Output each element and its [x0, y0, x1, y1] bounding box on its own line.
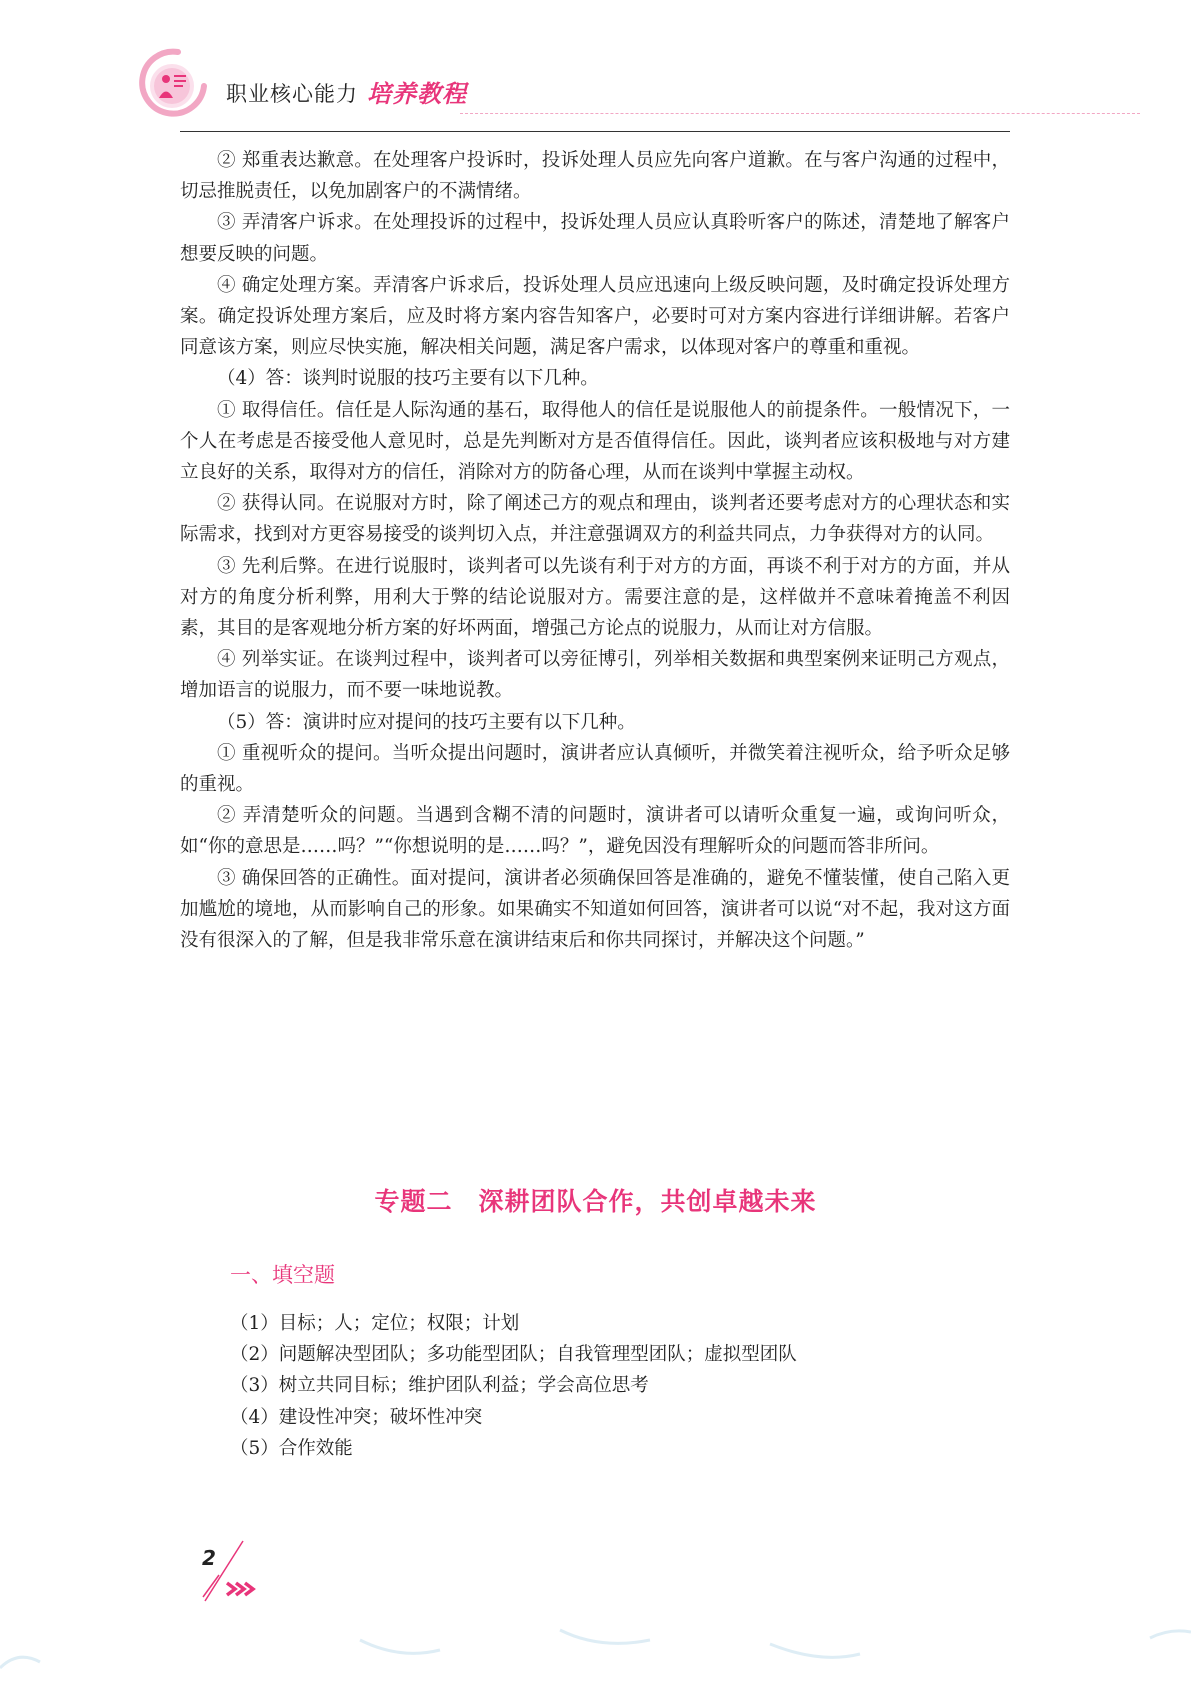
- paragraph: ① 重视听众的提问。当听众提出问题时，演讲者应认真倾听，并微笑着注视听众，给予听众足够的重视。: [180, 742, 1010, 796]
- page-number: 2: [202, 1546, 216, 1570]
- paragraph: ② 获得认同。在说服对方时，除了阐述己方的观点和理由，谈判者还要考虑对方的心理状态和实际需求，找到对方更容易接受的谈判切入点，并注意强调双方的利益共同点，力争获得对方的认同。: [180, 493, 1010, 546]
- paragraph: ② 弄清楚听众的问题。当遇到含糊不清的问题时，演讲者可以请听众重复一遍，或询问听众，如“你的意思是……吗？”“你想说明的是……吗？”，避免因没有理解听众的问题而答非所问。: [180, 805, 1010, 858]
- section-heading: 专题二 深耕团队合作，共创卓越未来: [374, 1187, 817, 1216]
- list-item: （4）建设性冲突；破坏性冲突: [230, 1406, 483, 1428]
- body-text: [180, 145, 1010, 956]
- book-subtitle: 培养教程: [367, 80, 467, 108]
- paragraph: （4）答：谈判时说服的技巧主要有以下几种。: [217, 368, 599, 390]
- header-dashed-line: [460, 113, 1140, 114]
- book-logo-icon: [138, 48, 208, 118]
- header-rule: [180, 131, 1010, 132]
- list-item: （3）树立共同目标；维护团队利益；学会高位思考: [230, 1375, 649, 1397]
- fill-in-answers-list: [230, 1308, 1010, 1464]
- paragraph: （5）答：演讲时应对提问的技巧主要有以下几种。: [217, 711, 636, 733]
- book-title: 职业核心能力: [226, 82, 358, 106]
- page-header: [0, 0, 1191, 140]
- subsection-heading: 一、填空题: [230, 1263, 335, 1287]
- paragraph: ④ 列举实证。在谈判过程中，谈判者可以旁征博引，列举相关数据和典型案例来证明己方观点，增加语言的说服力，而不要一味地说教。: [180, 649, 1010, 702]
- list-item: （2）问题解决型团队；多功能型团队；自我管理型团队；虚拟型团队: [230, 1344, 797, 1366]
- paragraph: ② 郑重表达歉意。在处理客户投诉时，投诉处理人员应先向客户道歉。在与客户沟通的过程中，切忌推脱责任，以免加剧客户的不满情绪。: [180, 150, 1010, 203]
- watermark-decoration: [0, 1610, 1191, 1684]
- paragraph: ③ 弄清客户诉求。在处理投诉的过程中，投诉处理人员应认真聆听客户的陈述，清楚地了解客户想要反映的问题。: [180, 212, 1010, 265]
- paragraph: ③ 确保回答的正确性。面对提问，演讲者必须确保回答是准确的，避免不懂装懂，使自己陷入更加尴尬的境地，从而影响自己的形象。如果确实不知道如何回答，演讲者可以说“对不起，我对这方面没有很深入的了解，但是我非常乐意在演讲结束后和你共同探讨，并解决这个问题。”: [180, 867, 1010, 952]
- list-item: （1）目标；人；定位；权限；计划: [230, 1313, 520, 1334]
- paragraph: ① 取得信任。信任是人际沟通的基石，取得他人的信任是说服他人的前提条件。一般情况下，一个人在考虑是否接受他人意见时，总是先判断对方是否值得信任。因此，谈判者应该积极地与对方建立良好的关系，取得对方的信任，消除对方的防备心理，从而在谈判中掌握主动权。: [180, 399, 1010, 484]
- paragraph: ④ 确定处理方案。弄清客户诉求后，投诉处理人员应迅速向上级反映问题，及时确定投诉处理方案。确定投诉处理方案后，应及时将方案内容告知客户，必要时可对方案内容进行详细讲解。若客户同意该方案，则应尽快实施，解决相关问题，满足客户需求，以体现对客户的尊重和重视。: [180, 274, 1010, 359]
- paragraph: ③ 先利后弊。在进行说服时，谈判者可以先谈有利于对方的方面，再谈不利于对方的方面，并从对方的角度分析利弊，用利大于弊的结论说服对方。需要注意的是，这样做并不意味着掩盖不利因素，其目的是客观地分析方案的好坏两面，增强己方论点的说服力，从而让对方信服。: [180, 555, 1010, 640]
- list-item: （5）合作效能: [230, 1437, 353, 1459]
